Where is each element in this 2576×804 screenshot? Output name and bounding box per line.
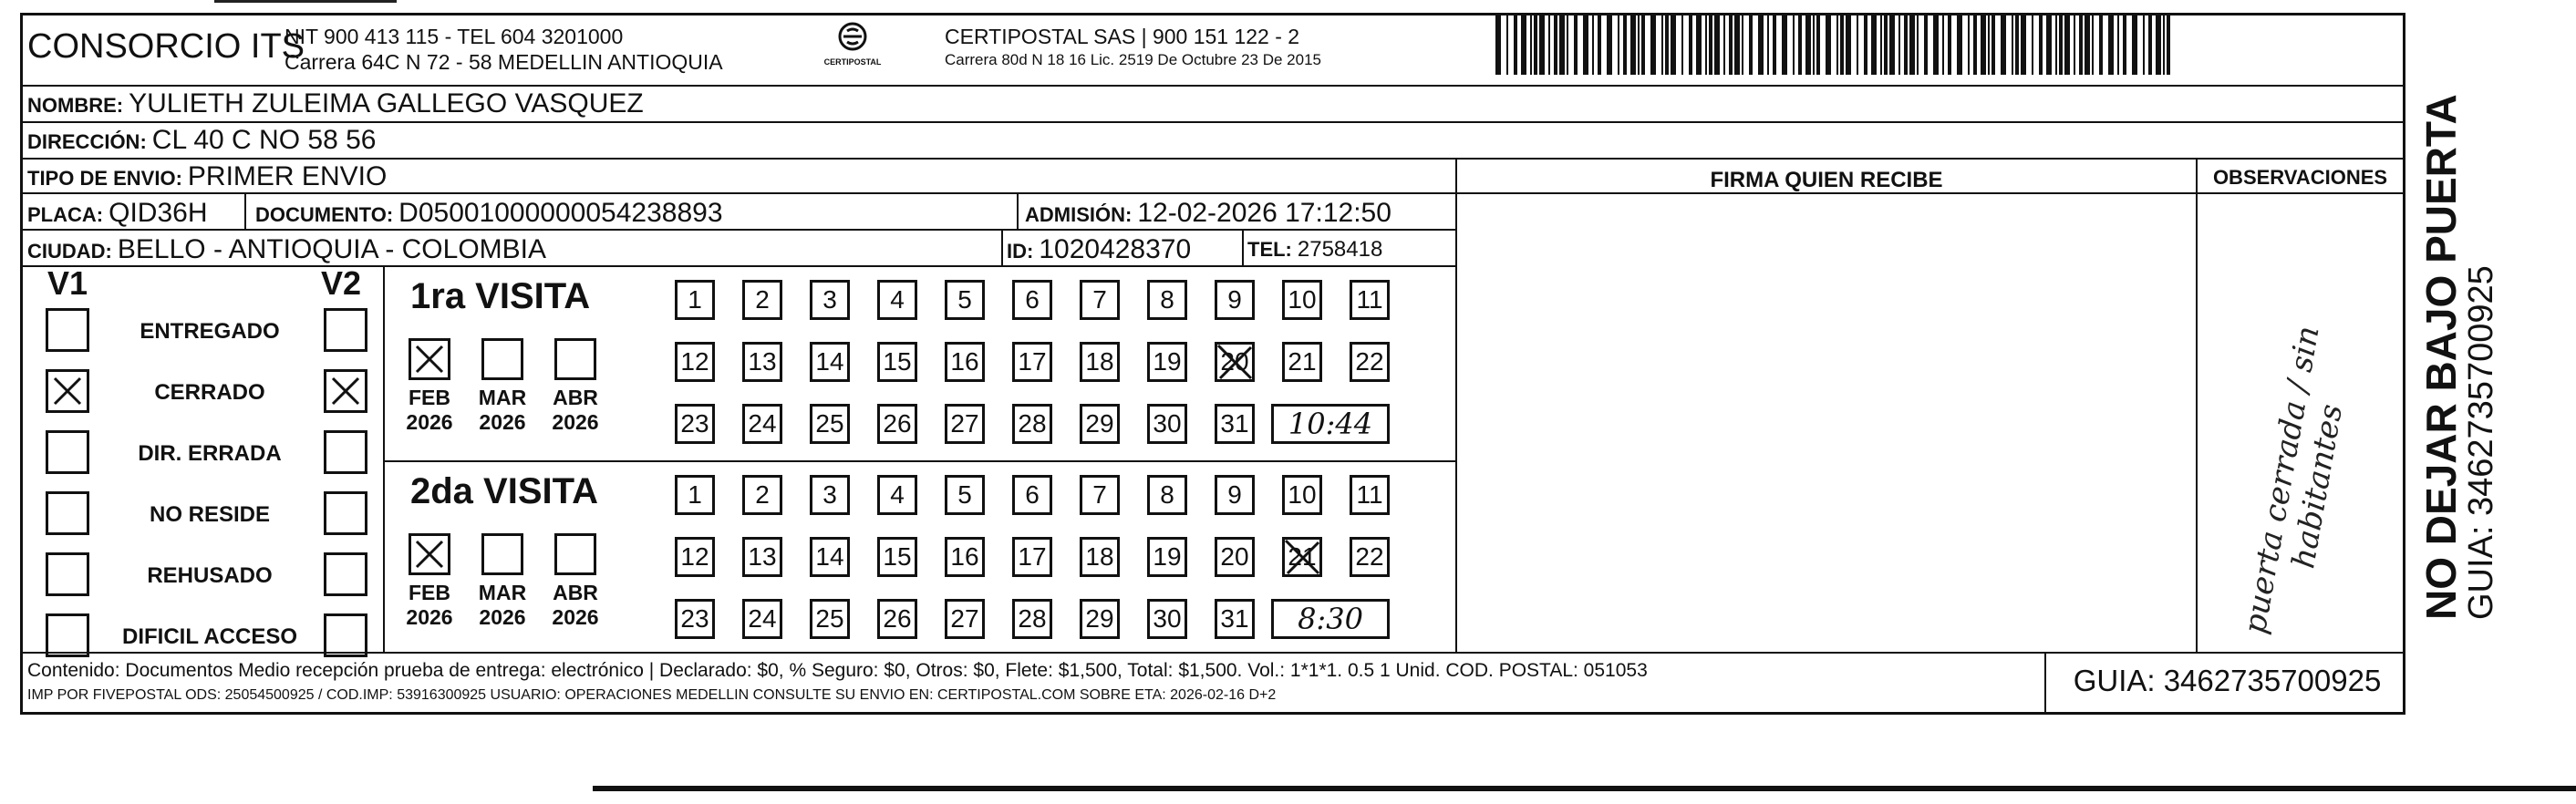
- day-number: 18: [1085, 347, 1114, 376]
- day-box[interactable]: [1215, 280, 1255, 320]
- day-number: 2: [755, 285, 770, 314]
- rule-nombre: [20, 121, 2405, 123]
- day-box[interactable]: [1215, 342, 1255, 382]
- month-name: ABR: [553, 581, 598, 604]
- day-number: 19: [1153, 347, 1182, 376]
- visit-title: 1ra VISITA: [410, 276, 591, 316]
- documento-value: D05001000000054238893: [398, 198, 723, 228]
- observacion-text: puerta cerrada / sin habitantes: [2236, 323, 2351, 637]
- day-box[interactable]: [1350, 475, 1390, 515]
- day-box[interactable]: [1282, 280, 1322, 320]
- day-number: 9: [1227, 480, 1242, 509]
- observaciones-heading: OBSERVACIONES: [2212, 166, 2388, 189]
- day-number: 14: [815, 542, 844, 571]
- footer-line2: IMP POR FIVEPOSTAL ODS: 25054500925 / COD.IMP: 53916300925 USUARIO: OPERACIONES MEDELLIN CONSULTE SU ENVIO EN: CERTIPOSTAL.COM SOBRE ETA: 2026-02-16 D+2: [27, 687, 1277, 703]
- ciudad-value: BELLO - ANTIOQUIA - COLOMBIA: [117, 234, 547, 264]
- day-number: 29: [1085, 409, 1114, 438]
- direccion-value: CL 40 C NO 58 56: [151, 125, 377, 155]
- day-box[interactable]: [1147, 342, 1187, 382]
- id-value: 1020428370: [1039, 234, 1192, 264]
- day-box[interactable]: [810, 475, 850, 515]
- status-option-label: CERRADO: [154, 380, 265, 405]
- day-number: 10: [1288, 480, 1317, 509]
- ciudad-row: [27, 234, 546, 265]
- day-number: 30: [1153, 409, 1182, 438]
- day-number: 4: [890, 480, 905, 509]
- v1-checkbox[interactable]: [46, 308, 89, 352]
- month-year: 2026: [406, 605, 453, 629]
- day-box[interactable]: [1282, 537, 1322, 577]
- day-box[interactable]: [742, 599, 782, 639]
- day-number: 16: [950, 347, 979, 376]
- day-box[interactable]: [1350, 537, 1390, 577]
- day-box[interactable]: [945, 280, 985, 320]
- v1-checkbox[interactable]: [46, 552, 89, 596]
- placa-row: [27, 198, 207, 229]
- day-number: 12: [680, 542, 709, 571]
- month-year: 2026: [552, 605, 599, 629]
- month-year: 2026: [479, 410, 526, 434]
- day-box[interactable]: [945, 404, 985, 444]
- day-number: 3: [822, 285, 837, 314]
- day-number: 15: [883, 347, 912, 376]
- v2-checkbox[interactable]: [324, 369, 367, 413]
- month-checkbox[interactable]: [481, 338, 523, 380]
- day-box[interactable]: [1215, 404, 1255, 444]
- v1-checkbox[interactable]: [46, 369, 89, 413]
- day-box[interactable]: [1147, 404, 1187, 444]
- day-number: 16: [950, 542, 979, 571]
- day-box[interactable]: [877, 537, 917, 577]
- day-box[interactable]: [810, 537, 850, 577]
- admision-row: [1025, 198, 1391, 229]
- day-number: 17: [1018, 542, 1047, 571]
- day-number: 9: [1227, 285, 1242, 314]
- admision-value: 12-02-2026 17:12:50: [1137, 198, 1391, 228]
- v1-label: V1: [47, 264, 88, 302]
- day-box[interactable]: [1012, 280, 1052, 320]
- side-warning: NO DEJAR BAJO PUERTA: [2417, 94, 2465, 620]
- tipo-label: TIPO DE ENVIO:: [27, 167, 182, 190]
- status-option-label: DIR. ERRADA: [138, 441, 282, 466]
- day-number: 10: [1288, 285, 1317, 314]
- month-label: [402, 581, 457, 630]
- nombre-label: NOMBRE:: [27, 94, 124, 117]
- direccion-row: [27, 125, 376, 156]
- v2-checkbox[interactable]: [324, 430, 367, 474]
- status-option-label: ENTREGADO: [140, 319, 280, 344]
- day-box[interactable]: [945, 475, 985, 515]
- month-year: 2026: [406, 410, 453, 434]
- day-box[interactable]: [1282, 342, 1322, 382]
- day-number: 5: [957, 480, 972, 509]
- day-number: 13: [748, 347, 777, 376]
- day-number: 31: [1220, 409, 1249, 438]
- day-number: 29: [1085, 604, 1114, 633]
- x-mark-icon: [413, 538, 446, 571]
- day-number: 15: [883, 542, 912, 571]
- day-number: 22: [1355, 347, 1384, 376]
- month-year: 2026: [552, 410, 599, 434]
- day-box[interactable]: [742, 342, 782, 382]
- day-number: 8: [1160, 285, 1174, 314]
- day-box[interactable]: [877, 475, 917, 515]
- rule-direccion: [20, 158, 2405, 160]
- firma-heading: FIRMA QUIEN RECIBE: [1710, 168, 1943, 192]
- day-number: 7: [1092, 285, 1107, 314]
- day-box[interactable]: [675, 342, 715, 382]
- logo-text: CERTIPOSTAL: [823, 57, 882, 67]
- day-box[interactable]: [1147, 280, 1187, 320]
- month-name: FEB: [409, 386, 450, 409]
- status-option-label: DIFICIL ACCESO: [121, 624, 297, 649]
- company-info-line1: NIT 900 413 115 - TEL 604 3201000: [284, 25, 624, 48]
- day-box[interactable]: [1012, 404, 1052, 444]
- day-number: 4: [890, 285, 905, 314]
- month-year: 2026: [479, 605, 526, 629]
- v2-checkbox[interactable]: [324, 613, 367, 657]
- id-label: ID:: [1007, 240, 1034, 263]
- rule-firma-head: [1455, 192, 2405, 194]
- day-box[interactable]: [1080, 342, 1120, 382]
- day-number: 27: [950, 409, 979, 438]
- day-number: 26: [883, 604, 912, 633]
- day-box[interactable]: [945, 599, 985, 639]
- month-name: MAR: [478, 386, 527, 409]
- rule-id-sep: [1001, 229, 1003, 265]
- month-name: FEB: [409, 581, 450, 604]
- day-box[interactable]: [675, 537, 715, 577]
- scan-artifact-top: [214, 0, 397, 3]
- day-box[interactable]: [1350, 280, 1390, 320]
- placa-label: PLACA:: [27, 203, 104, 226]
- rule-ciudad: [20, 265, 1455, 267]
- month-checkbox[interactable]: [409, 533, 450, 575]
- day-number: 7: [1092, 480, 1107, 509]
- day-number: 31: [1220, 604, 1249, 633]
- visit-time: 8:30: [1298, 602, 1363, 636]
- tipo-envio-row: [27, 161, 387, 192]
- day-number: 20: [1220, 542, 1249, 571]
- scan-artifact-bottom: [593, 786, 2576, 791]
- day-box[interactable]: [1147, 537, 1187, 577]
- ciudad-label: CIUDAD:: [27, 240, 112, 263]
- observacion-handwritten: [2209, 292, 2391, 638]
- footer-guia: GUIA: 3462735700925: [2073, 664, 2382, 697]
- day-box[interactable]: [877, 280, 917, 320]
- direccion-label: DIRECCIÓN:: [27, 130, 147, 153]
- month-checkbox[interactable]: [554, 533, 596, 575]
- v1-checkbox[interactable]: [46, 613, 89, 657]
- month-label: [475, 581, 530, 630]
- day-number: 14: [815, 347, 844, 376]
- v1-checkbox[interactable]: [46, 491, 89, 535]
- v2-checkbox[interactable]: [324, 552, 367, 596]
- x-mark-icon: [51, 375, 84, 407]
- day-box[interactable]: [1080, 404, 1120, 444]
- day-number: 21: [1288, 347, 1317, 376]
- day-strike-icon: [1215, 342, 1255, 382]
- month-checkbox[interactable]: [554, 338, 596, 380]
- status-option-label: REHUSADO: [147, 563, 273, 588]
- documento-row: [255, 198, 723, 229]
- day-number: 18: [1085, 542, 1114, 571]
- day-number: 3: [822, 480, 837, 509]
- month-checkbox[interactable]: [481, 533, 523, 575]
- rule-firma-left: [1455, 158, 1457, 652]
- x-mark-icon: [413, 343, 446, 376]
- day-number: 25: [815, 604, 844, 633]
- day-box[interactable]: [1080, 475, 1120, 515]
- carrier-line1: CERTIPOSTAL SAS | 900 151 122 - 2: [945, 25, 1300, 48]
- nombre-value: YULIETH ZULEIMA GALLEGO VASQUEZ: [129, 88, 644, 119]
- day-box[interactable]: [810, 404, 850, 444]
- rule-placa: [20, 229, 1455, 231]
- day-box[interactable]: [1215, 475, 1255, 515]
- day-number: 11: [1356, 480, 1383, 509]
- day-number: 6: [1025, 285, 1040, 314]
- day-number: 13: [748, 542, 777, 571]
- visit-time-box[interactable]: [1271, 404, 1390, 444]
- day-box[interactable]: [1080, 599, 1120, 639]
- day-box[interactable]: [742, 475, 782, 515]
- day-number: 23: [680, 604, 709, 633]
- day-number: 20: [1220, 347, 1249, 376]
- day-box[interactable]: [1012, 475, 1052, 515]
- day-box[interactable]: [810, 342, 850, 382]
- month-name: ABR: [553, 386, 598, 409]
- placa-value: QID36H: [109, 198, 208, 228]
- day-number: 27: [950, 604, 979, 633]
- day-number: 11: [1356, 285, 1383, 314]
- rule-obs-left: [2196, 158, 2198, 652]
- rule-header: [20, 85, 2405, 87]
- day-number: 1: [688, 285, 702, 314]
- day-box[interactable]: [877, 342, 917, 382]
- visit-time-box[interactable]: [1271, 599, 1390, 639]
- day-box[interactable]: [675, 404, 715, 444]
- day-box[interactable]: [877, 599, 917, 639]
- rule-tel-sep: [1242, 229, 1244, 265]
- v1-checkbox[interactable]: [46, 430, 89, 474]
- day-box[interactable]: [1012, 342, 1052, 382]
- day-number: 28: [1018, 409, 1047, 438]
- rule-footer-guia: [2044, 652, 2046, 715]
- visit-title: 2da VISITA: [410, 471, 598, 511]
- visit-time: 10:44: [1288, 407, 1373, 441]
- day-number: 19: [1153, 542, 1182, 571]
- side-guia: GUIA: 3462735700925: [2462, 265, 2500, 620]
- month-label: [548, 581, 603, 630]
- v2-checkbox[interactable]: [324, 491, 367, 535]
- status-option-label: NO RESIDE: [149, 502, 271, 527]
- day-number: 30: [1153, 604, 1182, 633]
- day-box[interactable]: [945, 537, 985, 577]
- day-box[interactable]: [742, 404, 782, 444]
- month-label: [548, 386, 603, 435]
- v2-checkbox[interactable]: [324, 308, 367, 352]
- day-number: 1: [688, 480, 702, 509]
- tel-value: 2758418: [1297, 237, 1383, 262]
- rule-status-sep: [383, 265, 385, 652]
- rule-admision-sep: [1017, 192, 1019, 229]
- day-box[interactable]: [1080, 537, 1120, 577]
- day-box[interactable]: [742, 280, 782, 320]
- side-text: [2419, 94, 2499, 620]
- tel-label: TEL:: [1247, 238, 1292, 261]
- nombre-row: [27, 88, 644, 119]
- day-number: 21: [1288, 542, 1317, 571]
- day-box[interactable]: [675, 475, 715, 515]
- day-number: 26: [883, 409, 912, 438]
- day-box[interactable]: [1147, 599, 1187, 639]
- day-box[interactable]: [675, 599, 715, 639]
- day-box[interactable]: [810, 280, 850, 320]
- x-mark-icon: [329, 375, 362, 407]
- rule-visits-sep: [383, 460, 1455, 462]
- day-box[interactable]: [1282, 475, 1322, 515]
- day-box[interactable]: [1147, 475, 1187, 515]
- month-label: [475, 386, 530, 435]
- rule-footer: [20, 652, 2405, 654]
- month-name: MAR: [478, 581, 527, 604]
- day-number: 22: [1355, 542, 1384, 571]
- carrier-line2: Carrera 80d N 18 16 Lic. 2519 De Octubre 23 De 2015: [945, 51, 1321, 68]
- documento-label: DOCUMENTO:: [255, 203, 394, 226]
- day-strike-icon: [1282, 537, 1322, 577]
- day-number: 24: [748, 409, 777, 438]
- day-number: 8: [1160, 480, 1174, 509]
- day-number: 2: [755, 480, 770, 509]
- day-box[interactable]: [1215, 537, 1255, 577]
- month-label: [402, 386, 457, 435]
- day-box[interactable]: [1350, 342, 1390, 382]
- day-number: 17: [1018, 347, 1047, 376]
- rule-placa-sep: [244, 192, 246, 229]
- day-box[interactable]: [945, 342, 985, 382]
- day-number: 24: [748, 604, 777, 633]
- footer-line1: Contenido: Documentos Medio recepción prueba de entrega: electrónico | Declarado: $0, % Seguro: $0, Otros: $0, Flete: $1,500, Total: $1,500. Vol.: 1*1*1. 0.5 1 Unid. COD. POSTAL: 051053: [27, 660, 1648, 681]
- day-box[interactable]: [1080, 280, 1120, 320]
- day-box[interactable]: [810, 599, 850, 639]
- v2-label: V2: [321, 264, 362, 302]
- day-number: 28: [1018, 604, 1047, 633]
- day-box[interactable]: [742, 537, 782, 577]
- day-number: 25: [815, 409, 844, 438]
- day-number: 23: [680, 409, 709, 438]
- tel-row: [1247, 237, 1382, 263]
- day-number: 5: [957, 285, 972, 314]
- id-row: [1007, 234, 1191, 265]
- company-info-line2: Carrera 64C N 72 - 58 MEDELLIN ANTIOQUIA: [284, 50, 723, 74]
- day-box[interactable]: [1012, 537, 1052, 577]
- admision-label: ADMISIÓN:: [1025, 203, 1133, 226]
- day-box[interactable]: [877, 404, 917, 444]
- day-box[interactable]: [1215, 599, 1255, 639]
- company-name: CONSORCIO ITS: [27, 27, 305, 66]
- day-number: 6: [1025, 480, 1040, 509]
- day-number: 12: [680, 347, 709, 376]
- day-box[interactable]: [1012, 599, 1052, 639]
- month-checkbox[interactable]: [409, 338, 450, 380]
- day-box[interactable]: [675, 280, 715, 320]
- tipo-value: PRIMER ENVIO: [187, 161, 388, 191]
